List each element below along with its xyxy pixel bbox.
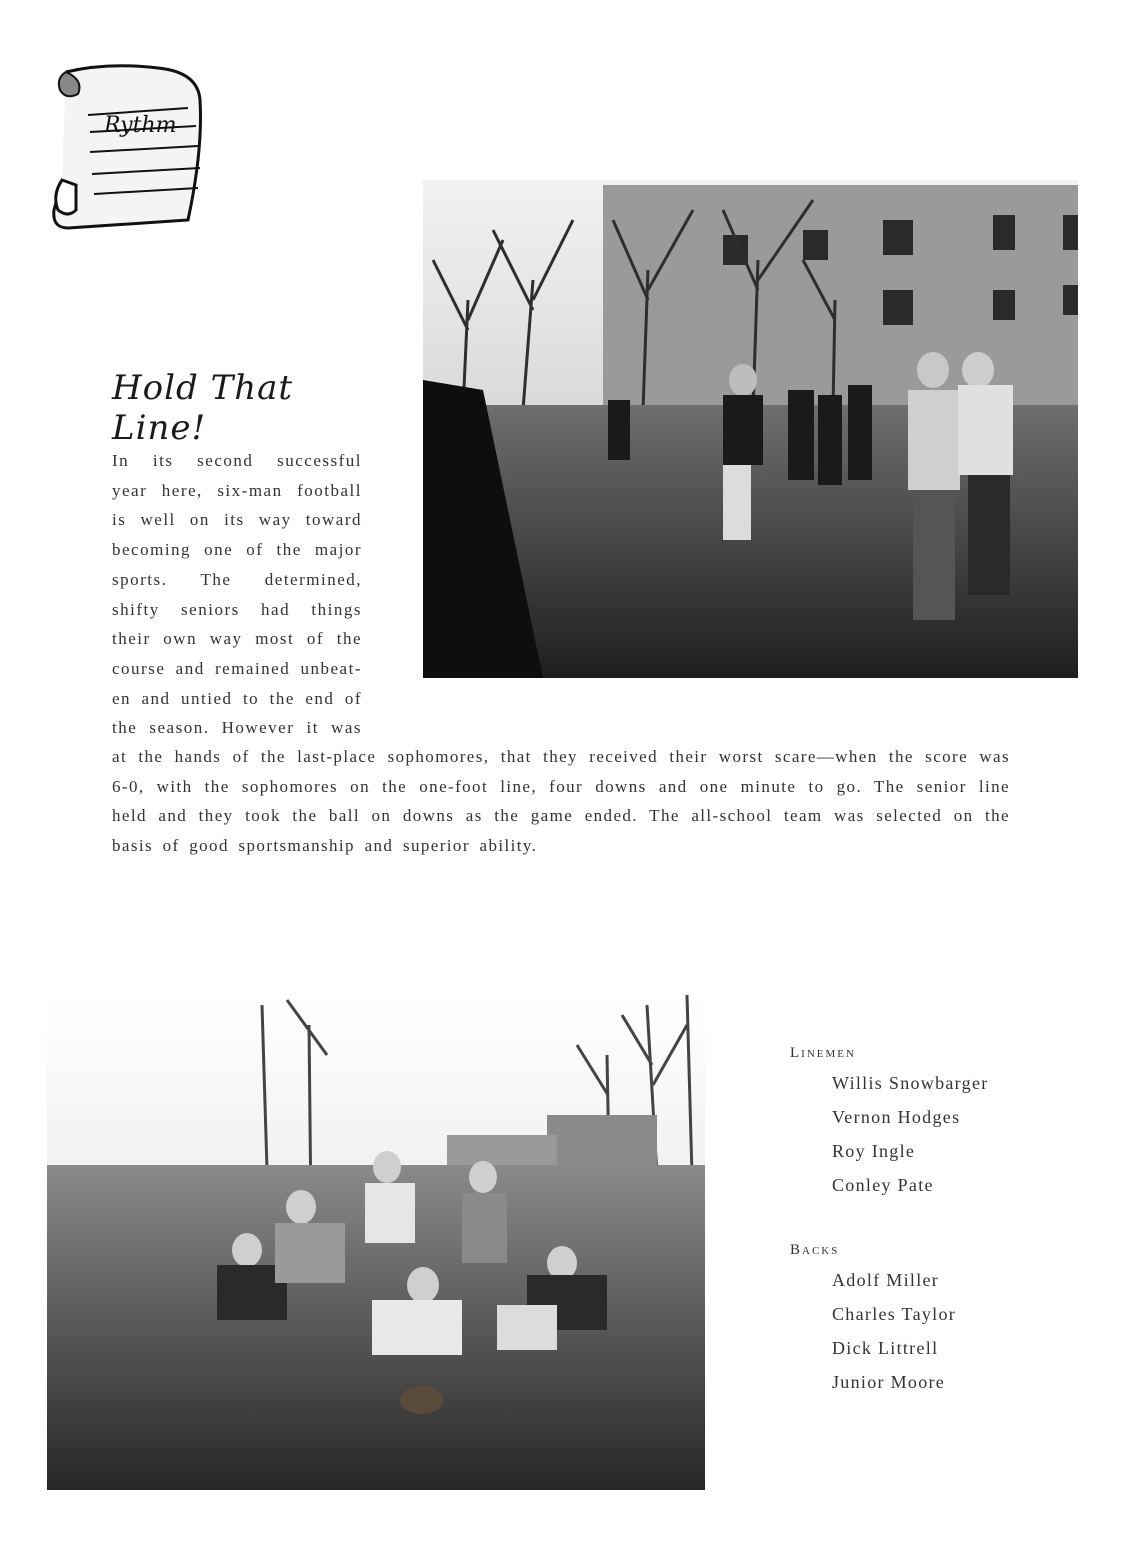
intro-line: the season. However it was: [112, 718, 362, 738]
back-name: Adolf Miller: [832, 1270, 940, 1290]
body-line: basis of good sportsmanship and superior ability.: [112, 836, 538, 856]
lineman-name: Willis Snowbarger: [832, 1073, 989, 1093]
body-line: held and they took the ball on downs as the game ended. The all-school team was selected on the: [112, 806, 1010, 826]
intro-line: their own way most of the: [112, 629, 362, 649]
body-line: 6-0, with the sophomores on the one-foot line, four downs and one minute to go. The senior line: [112, 776, 1010, 796]
intro-line: In its second successful: [112, 451, 362, 470]
page-heading: Hold That Line!: [112, 368, 294, 448]
intro-line: year here, six-man football: [112, 480, 362, 500]
intro-line: becoming one of the major: [112, 540, 362, 560]
team-roster: [790, 1045, 1020, 1399]
intro-line: en and untied to the end of: [112, 688, 362, 708]
body-line: at the hands of the last-place sophomores, that they received their worst scare—when the score was: [112, 747, 1010, 766]
backs-group: [790, 1242, 1020, 1399]
lineman-name: Conley Pate: [832, 1175, 934, 1195]
lineman-name: Vernon Hodges: [832, 1107, 961, 1127]
linemen-group: [790, 1045, 1020, 1202]
backs-heading: Backs: [790, 1242, 840, 1258]
back-name: Junior Moore: [832, 1372, 946, 1392]
intro-line: course and remained unbeat-: [112, 658, 362, 678]
scroll-text: Rythm: [104, 113, 177, 138]
back-name: Charles Taylor: [832, 1304, 957, 1324]
football-practice-photo: [423, 180, 1078, 678]
body-paragraph: [112, 742, 1010, 861]
lineman-name: Roy Ingle: [832, 1141, 916, 1161]
linemen-heading: Linemen: [790, 1045, 856, 1061]
intro-line: shifty seniors had things: [112, 599, 362, 619]
intro-line: is well on its way toward: [112, 510, 362, 530]
scroll-logo: [48, 60, 210, 238]
intro-line: sports. The determined,: [112, 569, 362, 589]
back-name: Dick Littrell: [832, 1338, 939, 1358]
all-school-team-photo: [47, 995, 705, 1490]
intro-paragraph: [112, 446, 362, 743]
